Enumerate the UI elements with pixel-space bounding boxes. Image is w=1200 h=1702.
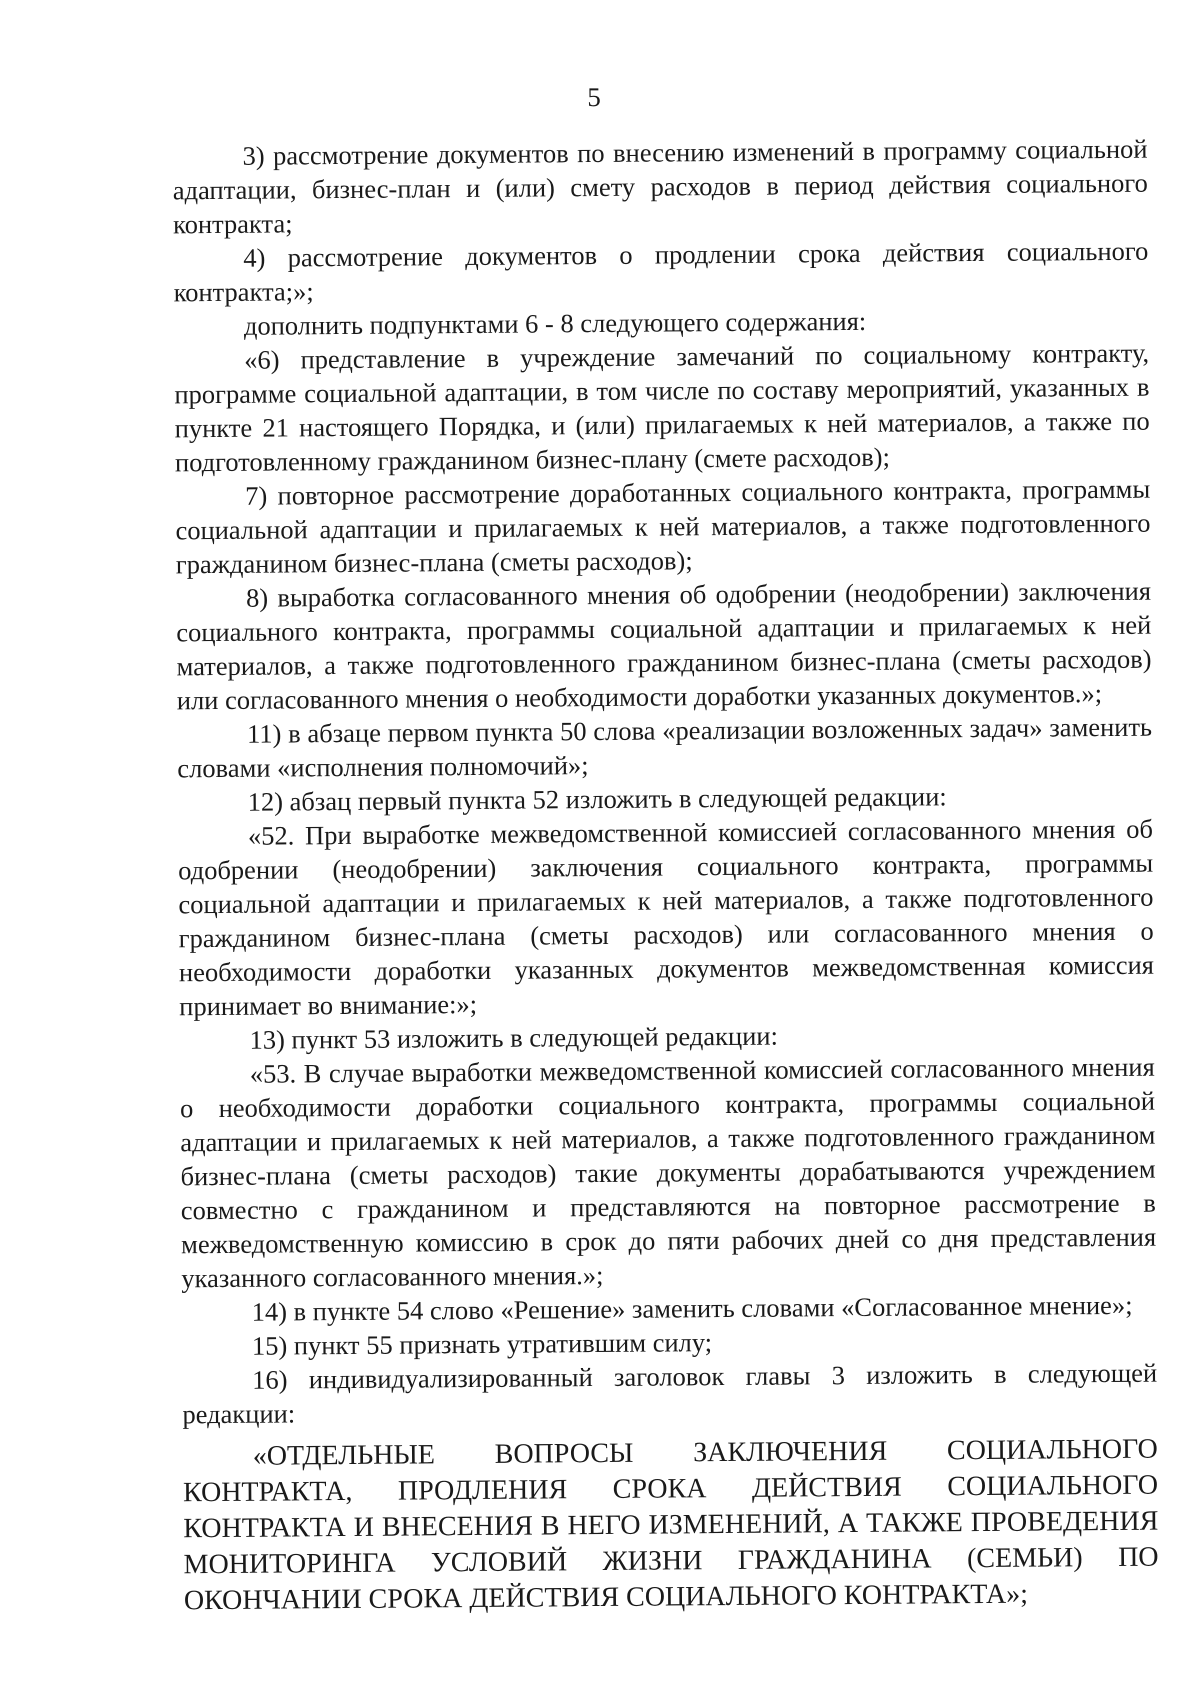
paragraph-item-13: 13) пункт 53 изложить в следующей редакции: (249, 1020, 779, 1055)
paragraph-item-7: 7) повторное рассмотрение доработанных социального контракта, программы социальной адаптации и прилагаемых к ней материалов, а также подготовленного гражданином бизнес-плана (сметы расходов); (175, 473, 1151, 580)
paragraph-item-3: 3) рассмотрение документов по внесению изменений в программу социальной адаптации, бизнес-план и (или) смету расходов в период действия социального контракта; (172, 133, 1148, 240)
paragraph-item-8: 8) выработка согласованного мнения об одобрении (неодобрении) заключения социального контракта, программы социальной адаптации и прилагаемых к ней материалов, а также подготовленного гражданином бизнес-плана (сметы расходов) или согласованного мнения о необходимости доработки указанных документов.»; (176, 575, 1152, 716)
paragraph-item-14: 14) в пункте 54 слово «Решение» заменить словами «Согласованное мнение»; (251, 1289, 1133, 1327)
paragraph-item-11: 11) в абзаце первом пункта 50 слова «реализации возложенных задач» заменить словами «исполнения полномочий»; (177, 711, 1153, 784)
paragraph-item-16: 16) индивидуализированный заголовок главы 3 изложить в следующей редакции: (182, 1357, 1158, 1430)
page-number: 5 (587, 81, 601, 113)
paragraph-item-15: 15) пункт 55 признать утратившим силу; (251, 1327, 713, 1361)
chapter-heading: «ОТДЕЛЬНЫЕ ВОПРОСЫ ЗАКЛЮЧЕНИЯ СОЦИАЛЬНОГО КОНТРАКТА, ПРОДЛЕНИЯ СРОКА ДЕЙСТВИЯ СОЦИАЛЬНОГО КОНТРАКТА И ВНЕСЕНИЯ В НЕГО ИЗМЕНЕНИЙ, А ТАКЖЕ ПРОВЕДЕНИЯ МОНИТОРИНГА УСЛОВИЙ ЖИЗНИ ГРАЖДАНИНА (СЕМЬИ) ПО ОКОНЧАНИИ СРОКА ДЕЙСТВИЯ СОЦИАЛЬНОГО КОНТРАКТА»; (182, 1433, 1159, 1617)
paragraph-amend-6-8: дополнить подпунктами 6 - 8 следующего содержания: (243, 305, 867, 341)
paragraph-item-6: «6) представление в учреждение замечаний по социальному контракту, программе социальной адаптации, в том числе по составу мероприятий, указанных в пункте 21 настоящего Порядка, и (или) прилагаемых к ней материалов, а также по подготовленному гражданином бизнес-плану (смете расходов); (174, 337, 1150, 478)
paragraph-clause-52: «52. При выработке межведомственной комиссией согласованного мнения об одобрении (неодобрении) заключения социального контракта, программы социальной адаптации и прилагаемых к ней материалов, а также подготовленного гражданином бизнес-плана (сметы расходов) или согласованного мнения о необходимости доработки указанных документов межведомственная комиссия принимает во внимание:»; (178, 813, 1155, 1022)
paragraph-item-12: 12) абзац первый пункта 52 изложить в следующей редакции: (247, 781, 947, 817)
paragraph-item-4: 4) рассмотрение документов о продлении срока действия социального контракта;»; (173, 235, 1149, 308)
document-body (172, 132, 1159, 1620)
paragraph-clause-53: «53. В случае выработки межведомственной комиссией согласованного мнения о необходимости доработки социального контракта, программы социальной адаптации и прилагаемых к ней материалов, а также подготовленного гражданином бизнес-плана (сметы расходов) такие документы дорабатываются учреждением совместно с гражданином и представляются на повторное рассмотрение в межведомственную комиссию в срок до пяти рабочих дней со дня представления указанного согласованного мнения.»; (179, 1051, 1157, 1294)
